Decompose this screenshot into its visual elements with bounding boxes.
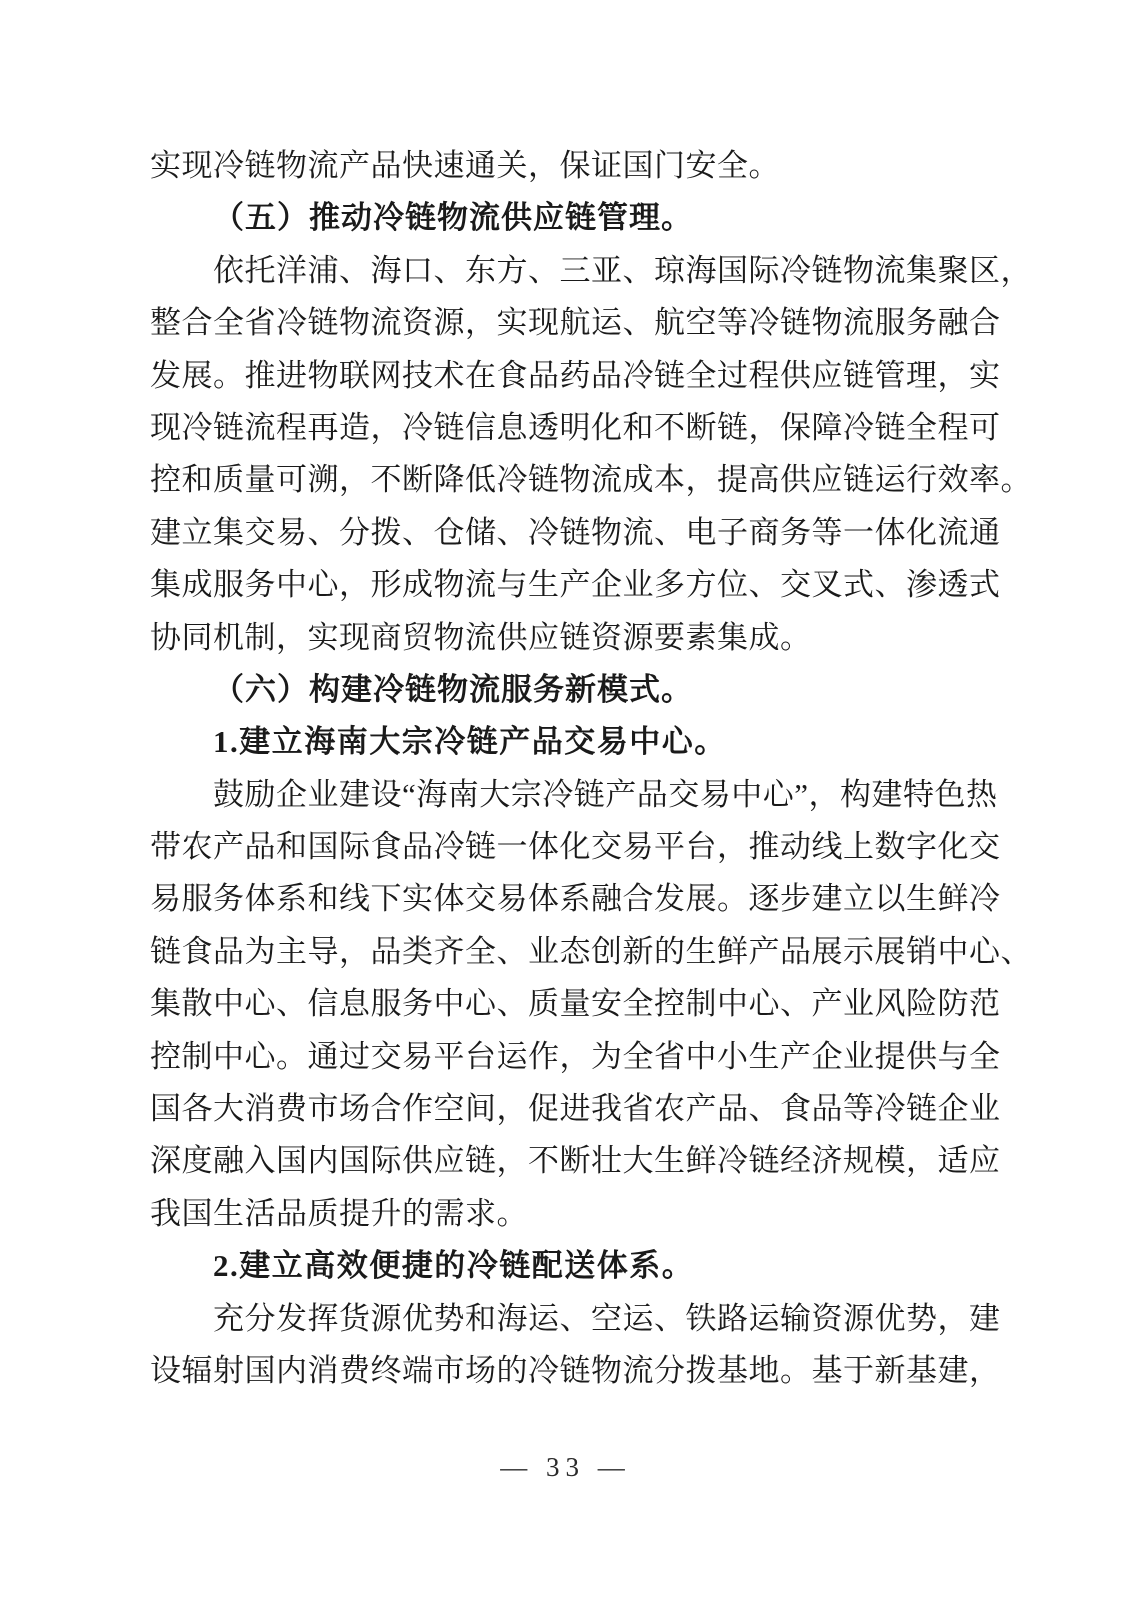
paragraph-line: 现 冷 链 流 程 再 造 ， 冷 链 信 息 透 明 化 和 不 断 链 ， 保 障 冷 链 全 程 可 xyxy=(150,409,1001,445)
page-number: — 33 — xyxy=(500,1452,631,1482)
subsection-heading-1: 1.建立海南大宗冷链产品交易中心。 xyxy=(213,724,727,760)
subsection-heading-2: 2.建立高效便捷的冷链配送体系。 xyxy=(213,1248,695,1284)
paragraph-continuation-line: 实现冷链物流产品快速通关，保证国门安全。 xyxy=(150,148,780,183)
paragraph-line: 充 分 发 挥 货 源 优 势 和 海 运 、 空 运 、 铁 路 运 输 资 源 优 势 ， 建 xyxy=(213,1300,1001,1336)
paragraph-line: 建 立 集 交 易 、 分 拨 、 仓 储 、 冷 链 物 流 、 电 子 商 务 等 一 体 化 流 通 xyxy=(150,514,1001,550)
paragraph-line: 依 托 洋 浦 、 海 口 、 东 方 、 三 亚 、 琼 海 国 际 冷 链 物 流 集 聚 区 ， xyxy=(213,252,1032,288)
paragraph-line: 设 辐 射 国 内 消 费 终 端 市 场 的 冷 链 物 流 分 拨 基 地 。 基 于 新 基 建 ， xyxy=(150,1352,1001,1388)
paragraph-line: 链 食 品 为 主 导 ， 品 类 齐 全 、 业 态 创 新 的 生 鲜 产 品 展 示 展 销 中 心 、 xyxy=(150,933,1032,969)
paragraph-line: 鼓 励 企 业 建 设 “ 海 南 大 宗 冷 链 产 品 交 易 中 心 ” ， 构 建 特 色 热 xyxy=(213,776,998,812)
paragraph-line: 控 和 质 量 可 溯 ， 不 断 降 低 冷 链 物 流 成 本 ， 提 高 供 应 链 运 行 效 率 。 xyxy=(150,462,1032,498)
paragraph-line: 易 服 务 体 系 和 线 下 实 体 交 易 体 系 融 合 发 展 。 逐 步 建 立 以 生 鲜 冷 xyxy=(150,881,1001,917)
paragraph-line: 整 合 全 省 冷 链 物 流 资 源 ， 实 现 航 运 、 航 空 等 冷 链 物 流 服 务 融 合 xyxy=(150,305,1001,341)
section-heading-5: （五）推动冷链物流供应链管理。 xyxy=(213,200,693,236)
paragraph-last-line: 我国生活品质提升的需求。 xyxy=(150,1195,528,1231)
paragraph-last-line: 协同机制，实现商贸物流供应链资源要素集成。 xyxy=(150,619,812,655)
paragraph-line: 集 成 服 务 中 心 ， 形 成 物 流 与 生 产 企 业 多 方 位 、 交 叉 式 、 渗 透 式 xyxy=(150,567,1001,603)
paragraph-line: 带 农 产 品 和 国 际 食 品 冷 链 一 体 化 交 易 平 台 ， 推 动 线 上 数 字 化 交 xyxy=(150,829,1001,865)
page-body-text xyxy=(150,140,1032,1397)
paragraph-line: 发 展 。 推 进 物 联 网 技 术 在 食 品 药 品 冷 链 全 过 程 供 应 链 管 理 ， 实 xyxy=(150,357,1001,393)
section-heading-6: （六）构建冷链物流服务新模式。 xyxy=(213,671,693,707)
paragraph-line: 深 度 融 入 国 内 国 际 供 应 链 ， 不 断 壮 大 生 鲜 冷 链 经 济 规 模 ， 适 应 xyxy=(150,1143,1001,1179)
paragraph-line: 集 散 中 心 、 信 息 服 务 中 心 、 质 量 安 全 控 制 中 心 、 产 业 风 险 防 范 xyxy=(150,986,1001,1022)
paragraph-line: 控 制 中 心 。 通 过 交 易 平 台 运 作 ， 为 全 省 中 小 生 产 企 业 提 供 与 全 xyxy=(150,1038,1001,1074)
paragraph-line: 国 各 大 消 费 市 场 合 作 空 间 ， 促 进 我 省 农 产 品 、 食 品 等 冷 链 企 业 xyxy=(150,1091,1001,1127)
